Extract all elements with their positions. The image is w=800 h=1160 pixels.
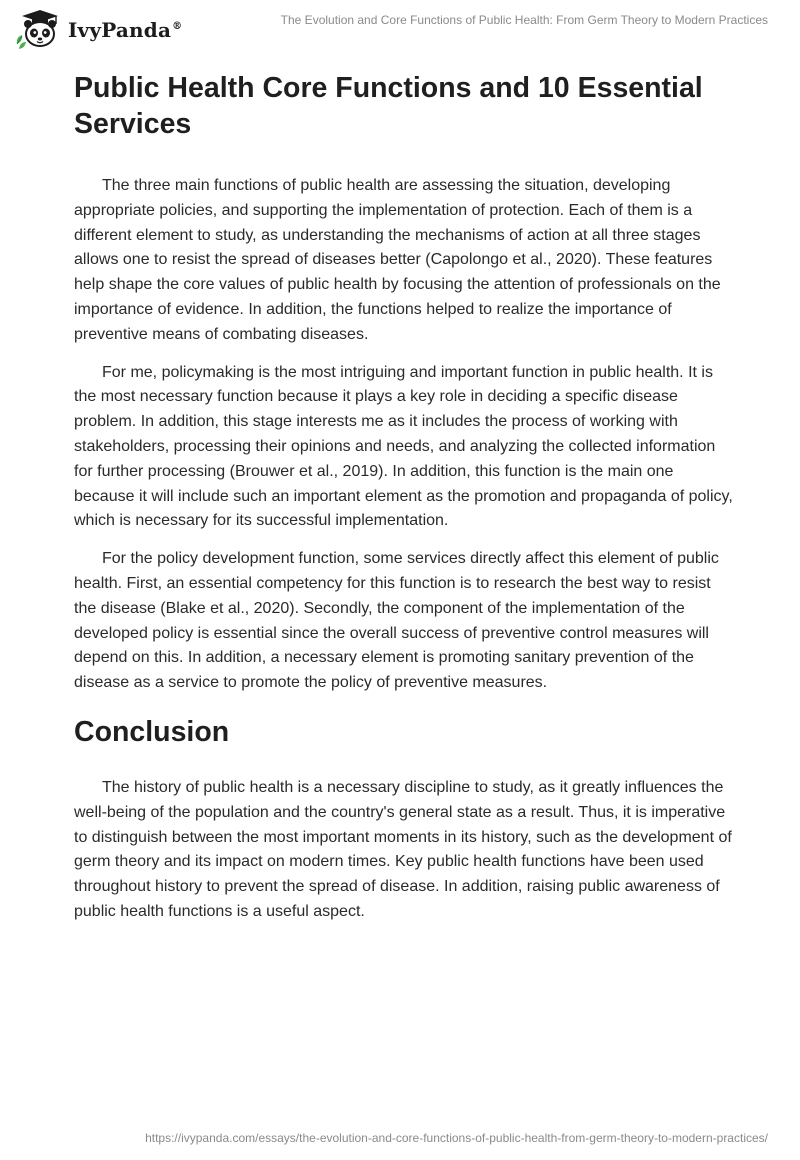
article-body [74, 70, 734, 925]
ivypanda-logo[interactable] [14, 10, 182, 50]
paragraph: The history of public health is a necessary discipline to study, as it greatly influences the well-being of the population and the country's general state as a result. Thus, it is imperative to distinguish between the most important moments in its history, such as the development of germ theory and its impact on modern times. Key public health functions have been used throughout history to prevent the spread of disease. In addition, raising public awareness of public health functions is a useful aspect. [74, 778, 732, 920]
paragraph: For the policy development function, some services directly affect this element of public health. First, an essential competency for this function is to research the best way to resist the disease (Blake et al., 2020). Secondly, the component of the implementation of the developed policy is essential since the overall success of preventive control measures will depend on this. In addition, a necessary element is promoting sanitary prevention of the disease as a service to promote the policy of preventive measures. [74, 550, 719, 692]
paragraph: For me, policymaking is the most intriguing and important function in public health. It is the most necessary function because it plays a key role in deciding a specific disease problem. In addition, this stage interests me as it includes the process of working with stakeholders, processing their opinions and needs, and analyzing the collected information for further processing (Brouwer et al., 2019). In addition, this function is the main one because it will include such an important element as the promotion and propaganda of policy, which is necessary for its successful implementation. [74, 363, 733, 530]
section-heading-core-functions: Public Health Core Functions and 10 Essential Services [74, 72, 703, 140]
section-heading-conclusion: Conclusion [74, 715, 230, 748]
page-header [0, 0, 800, 60]
panda-graduate-icon [14, 10, 62, 50]
paragraph: The three main functions of public health are assessing the situation, developing appropriate policies, and supporting the implementation of protection. Each of them is a different element to study, as understanding the mechanisms of action at all three stages allows one to resist the spread of diseases better (Capolongo et al., 2020). These features help shape the core values of public health by focusing the attention of professionals on the importance of evidence. In addition, the functions helped to realize the importance of preventive means of combating diseases. [74, 177, 721, 343]
document-title: The Evolution and Core Functions of Public Health: From Germ Theory to Modern Practices [280, 13, 768, 27]
registered-mark: ® [172, 21, 183, 33]
source-url[interactable]: https://ivypanda.com/essays/the-evolution-and-core-functions-of-public-health-from-germ-theory-to-modern-practices/ [145, 1131, 768, 1145]
brand-name: IvyPanda® [68, 18, 183, 42]
